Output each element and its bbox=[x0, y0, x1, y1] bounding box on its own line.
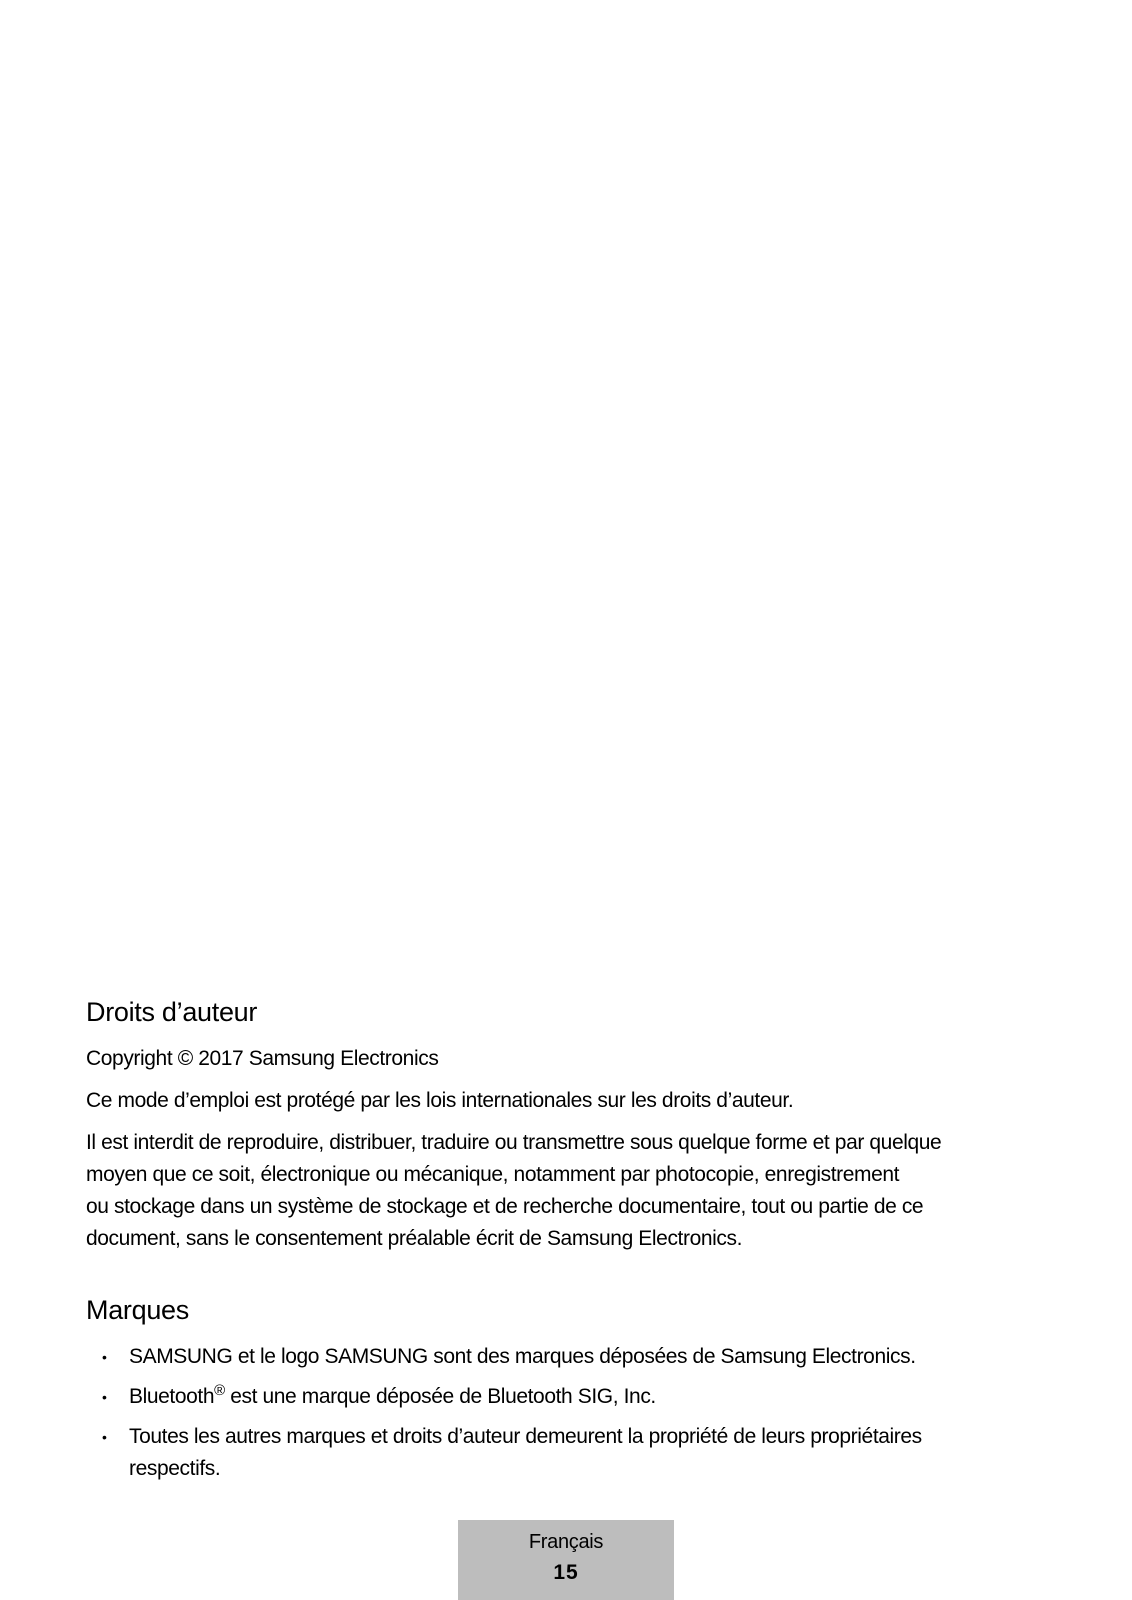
footer-language: Français bbox=[528, 1531, 604, 1553]
bullet-icon: • bbox=[102, 1429, 107, 1445]
list-item-text: respectifs. bbox=[129, 1457, 221, 1480]
list-item-text: Toutes les autres marques et droits d’auteur demeurent la propriété de leurs propriétaires bbox=[129, 1425, 922, 1448]
list-item bbox=[86, 1381, 1046, 1413]
trademarks-list bbox=[86, 1341, 1046, 1485]
section-title-trademarks: Marques bbox=[86, 1295, 189, 1325]
trademarks-section bbox=[86, 1293, 1046, 1485]
page-footer-tab bbox=[458, 1520, 674, 1600]
section-title-copyright: Droits d’auteur bbox=[86, 997, 258, 1027]
page-content bbox=[86, 995, 1046, 1493]
registered-mark: ® bbox=[214, 1382, 225, 1399]
list-item bbox=[86, 1341, 1046, 1373]
paragraph-line: document, sans le consentement préalable écrit de Samsung Electronics. bbox=[86, 1227, 743, 1250]
list-item-text: Bluetooth bbox=[129, 1385, 215, 1408]
list-item-text: est une marque déposée de Bluetooth SIG, Inc. bbox=[224, 1385, 656, 1408]
bullet-icon: • bbox=[102, 1349, 107, 1365]
paragraph-line: Il est interdit de reproduire, distribuer, traduire ou transmettre sous quelque forme et par quelque bbox=[86, 1131, 942, 1154]
paragraph-line: ou stockage dans un système de stockage et de recherche documentaire, tout ou partie de ce bbox=[86, 1195, 924, 1218]
list-item-text: SAMSUNG et le logo SAMSUNG sont des marques déposées de Samsung Electronics. bbox=[129, 1345, 916, 1368]
list-item bbox=[86, 1421, 1046, 1485]
page-number: 15 bbox=[553, 1561, 579, 1584]
copyright-restriction-paragraph bbox=[86, 1127, 1046, 1255]
paragraph-line: moyen que ce soit, électronique ou mécanique, notamment par photocopie, enregistrement bbox=[86, 1163, 900, 1186]
copyright-protection-statement: Ce mode d’emploi est protégé par les lois internationales sur les droits d’auteur. bbox=[86, 1089, 794, 1112]
bullet-icon: • bbox=[102, 1389, 107, 1405]
copyright-section bbox=[86, 995, 1046, 1255]
copyright-notice: Copyright © 2017 Samsung Electronics bbox=[86, 1047, 439, 1070]
